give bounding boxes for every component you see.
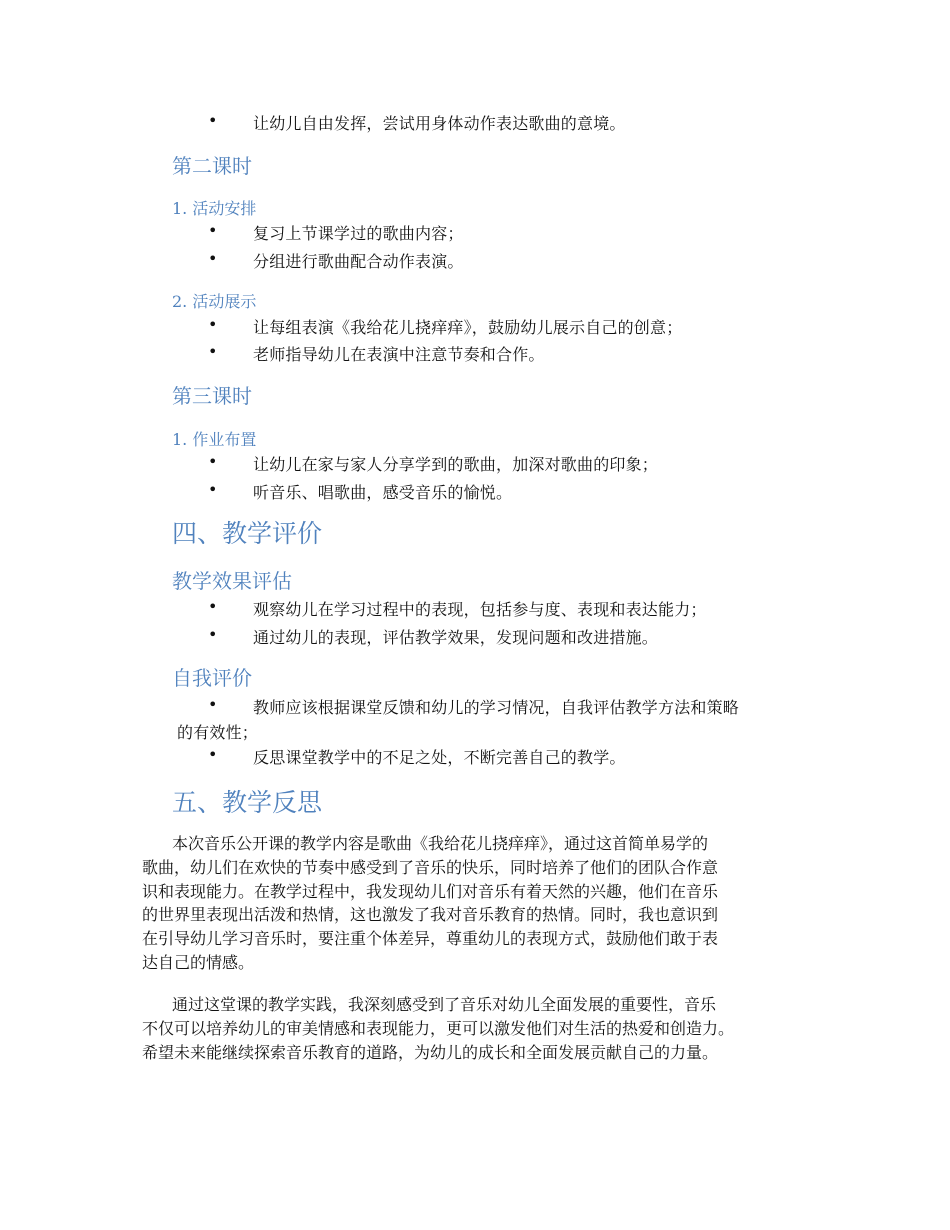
- list-item: 让幼儿在家与家人分享学到的歌曲，加深对歌曲的印象；: [253, 455, 659, 474]
- paragraph-line: 不仅可以培养幼儿的审美情感和表现能力，更可以激发他们对生活的热爱和创造力。: [142, 1018, 735, 1038]
- bullet-marker: •: [208, 597, 218, 616]
- list-item: 分组进行歌曲配合动作表演。: [253, 252, 464, 271]
- bullet-marker: •: [208, 480, 218, 499]
- bullet-marker: •: [208, 745, 218, 764]
- list-item: 老师指导幼儿在表演中注意节奏和合作。: [253, 345, 545, 364]
- paragraph-line: 达自己的情感。: [142, 952, 255, 972]
- bullet-marker: •: [208, 111, 218, 130]
- bullet-marker: •: [208, 625, 218, 644]
- list-item: 反思课堂教学中的不足之处，不断完善自己的教学。: [253, 748, 626, 767]
- paragraph-line: 的世界里表现出活泼和热情，这也激发了我对音乐教育的热情。同时，我也意识到: [142, 905, 719, 925]
- bullet-marker: •: [208, 452, 218, 471]
- list-item: 通过幼儿的表现，评估教学效果，发现问题和改进措施。: [253, 628, 659, 647]
- bullet-marker: •: [208, 315, 218, 334]
- lesson3-sub1-heading: 1. 作业布置: [172, 430, 257, 449]
- list-item: 让幼儿自由发挥，尝试用身体动作表达歌曲的意境。: [253, 114, 626, 133]
- lesson2-sub1-heading: 1. 活动安排: [172, 199, 257, 218]
- paragraph-line: 本次音乐公开课的教学内容是歌曲《我给花儿挠痒痒》，通过这首简单易学的: [172, 834, 709, 853]
- paragraph-line: 在引导幼儿学习音乐时，要注重个体差异，尊重幼儿的表现方式，鼓励他们敢于表: [142, 929, 719, 949]
- section4-heading: 四、教学评价: [172, 519, 323, 548]
- paragraph-line: 歌曲，幼儿们在欢快的节奏中感受到了音乐的快乐，同时培养了他们的团队合作意: [142, 857, 719, 877]
- evaluation-heading: 教学效果评估: [172, 569, 292, 593]
- self-evaluation-heading: 自我评价: [172, 666, 252, 690]
- bullet-marker: •: [208, 695, 218, 714]
- reflection-paragraph-2: [142, 993, 832, 1064]
- bullet-marker: •: [208, 221, 218, 240]
- list-item: 复习上节课学过的歌曲内容；: [253, 224, 464, 243]
- paragraph-line: 识和表现能力。在教学过程中，我发现幼儿们对音乐有着天然的兴趣，他们在音乐: [142, 881, 719, 901]
- list-item-continuation: 的有效性；: [177, 723, 259, 742]
- section5-heading: 五、教学反思: [172, 788, 323, 817]
- list-item: 教师应该根据课堂反馈和幼儿的学习情况，自我评估教学方法和策略: [253, 698, 740, 717]
- reflection-paragraph-1: [142, 832, 832, 975]
- lesson2-heading: 第二课时: [172, 154, 252, 178]
- list-item: 观察幼儿在学习过程中的表现，包括参与度、表现和表达能力；: [253, 600, 707, 619]
- paragraph-line: 通过这堂课的教学实践，我深刻感受到了音乐对幼儿全面发展的重要性，音乐: [172, 995, 717, 1014]
- paragraph-line: 希望未来能继续探索音乐教育的道路，为幼儿的成长和全面发展贡献自己的力量。: [142, 1042, 719, 1062]
- lesson2-sub2-heading: 2. 活动展示: [172, 292, 257, 311]
- list-item: 听音乐、唱歌曲，感受音乐的愉悦。: [253, 483, 513, 502]
- lesson3-heading: 第三课时: [172, 384, 252, 408]
- list-item: 让每组表演《我给花儿挠痒痒》，鼓励幼儿展示自己的创意；: [253, 318, 683, 337]
- bullet-marker: •: [208, 249, 218, 268]
- bullet-marker: •: [208, 342, 218, 361]
